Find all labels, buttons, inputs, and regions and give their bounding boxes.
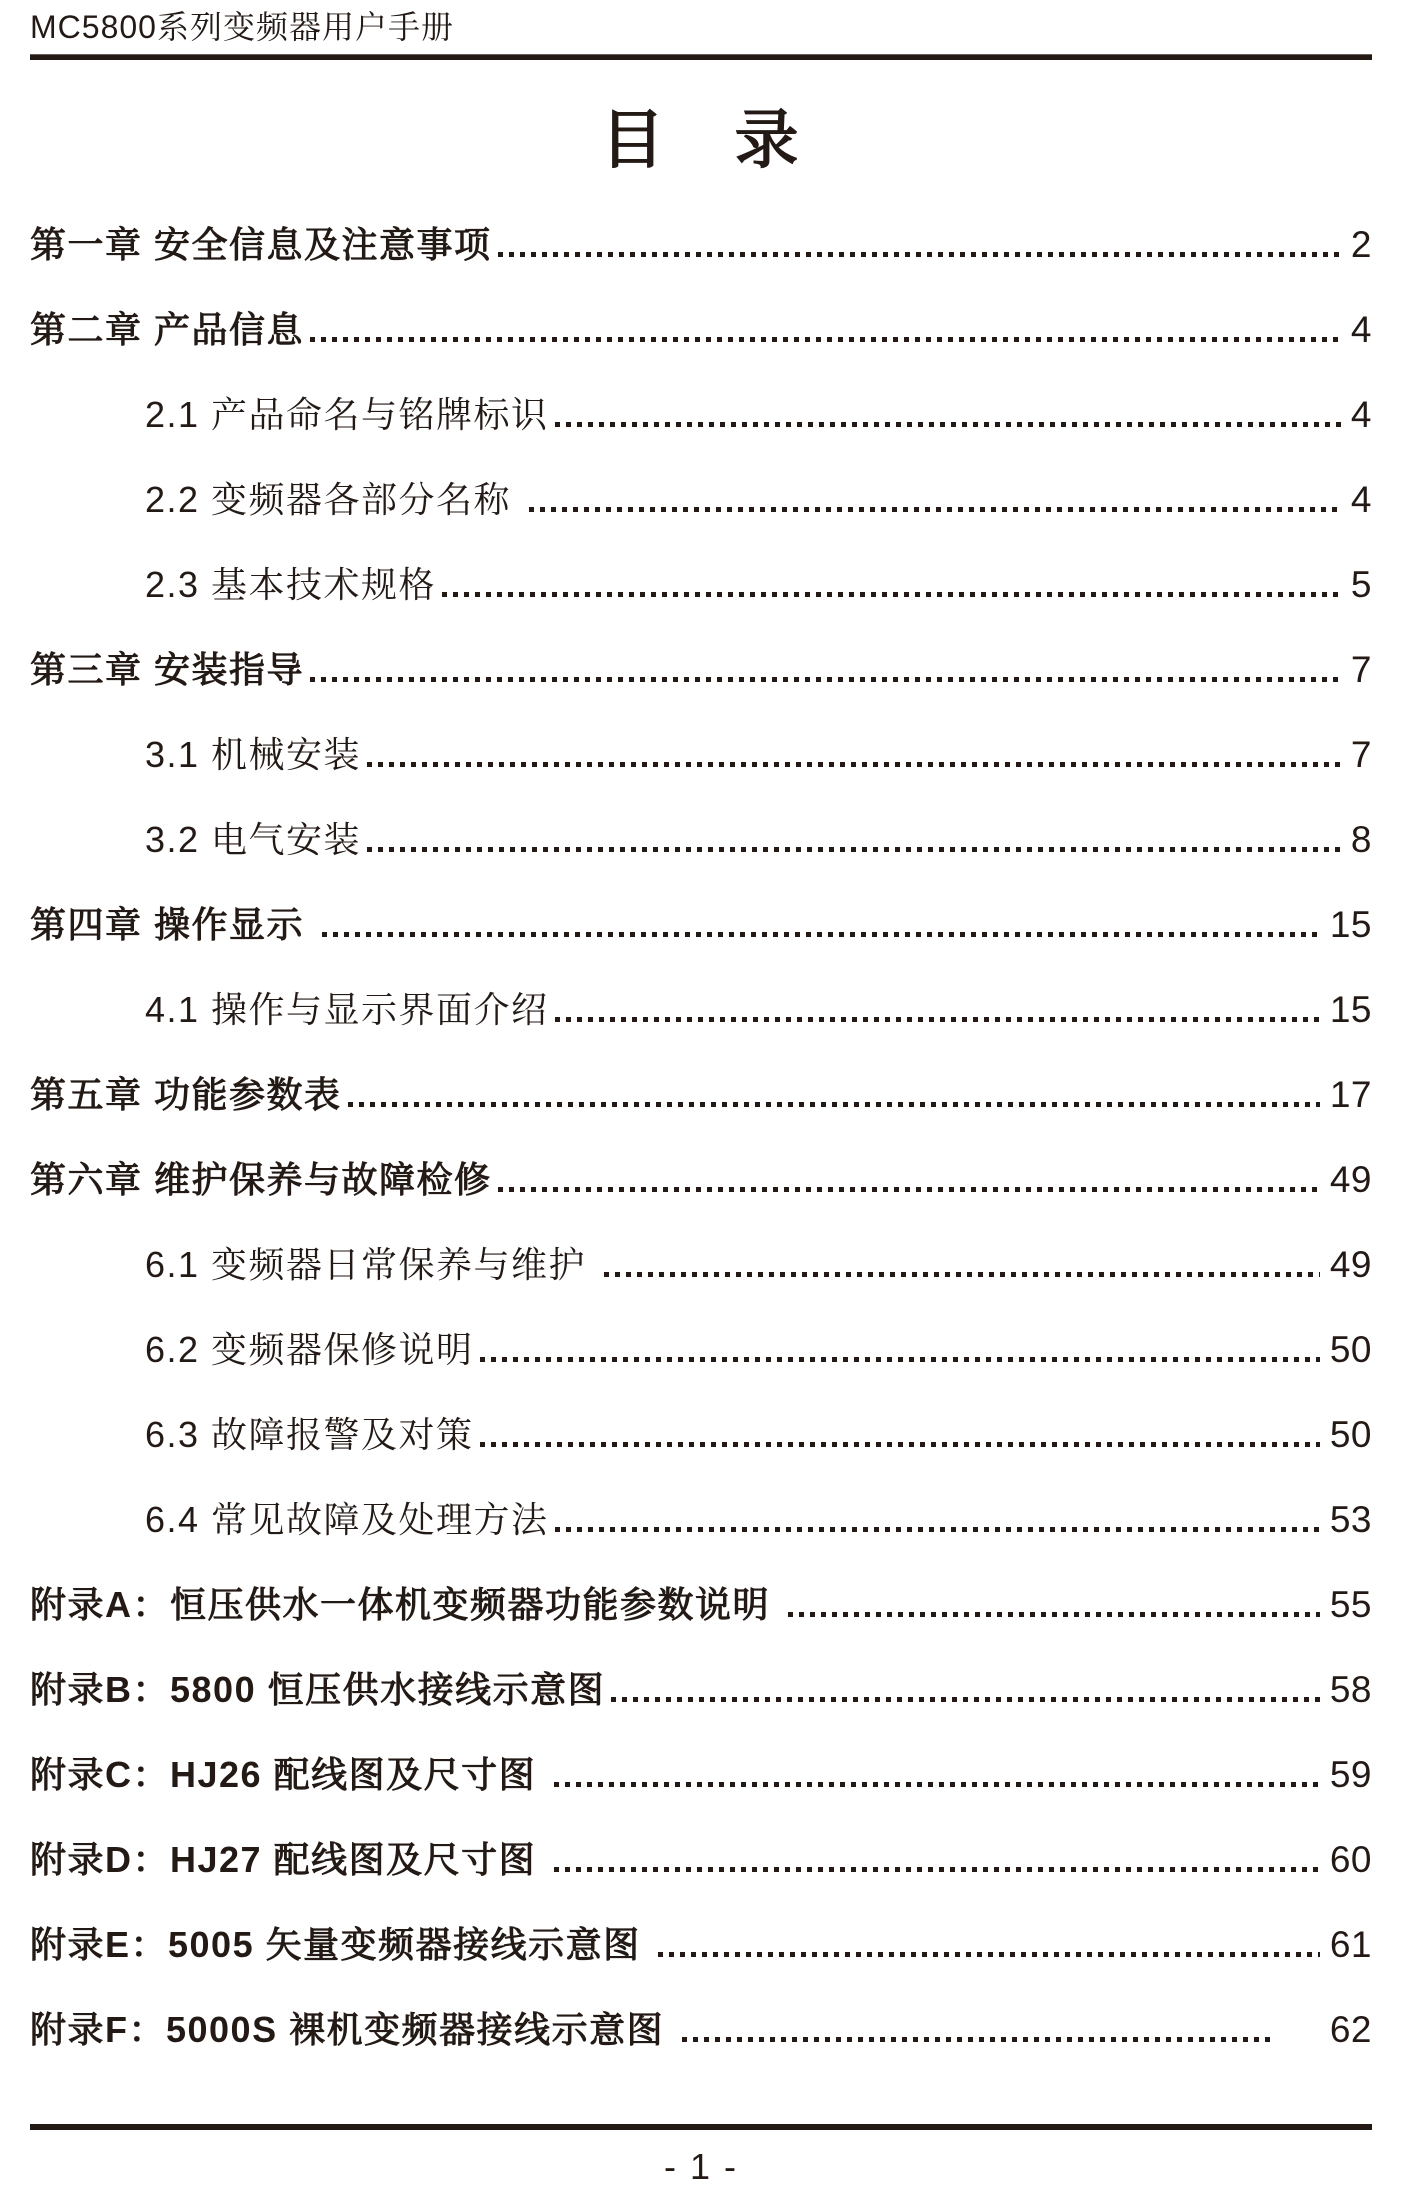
toc-entry-page: 55 — [1329, 1584, 1372, 1625]
toc-entry-label: 附录D：HJ27 配线图及尺寸图 — [30, 1839, 548, 1880]
toc-entry-label: 2.3 基本技术规格 — [145, 564, 437, 605]
toc-entry — [30, 797, 1372, 882]
toc-entry — [30, 542, 1372, 627]
toc-entry — [30, 967, 1372, 1052]
dot-leader — [529, 507, 1341, 512]
dot-leader — [367, 847, 1341, 852]
toc-entry-label: 附录C：HJ26 配线图及尺寸图 — [30, 1754, 548, 1795]
toc-entry — [30, 627, 1372, 712]
toc-entry — [30, 457, 1372, 542]
page-title: 目 录 — [600, 104, 802, 176]
toc-entry-page: 8 — [1350, 819, 1372, 860]
header-rule — [30, 54, 1372, 60]
toc-entry-page: 62 — [1329, 2009, 1372, 2050]
toc-entry-page: 5 — [1350, 564, 1372, 605]
toc-entry-label: 第二章 产品信息 — [30, 309, 305, 350]
toc-entry-page: 53 — [1329, 1499, 1372, 1540]
toc-entry-page: 15 — [1329, 904, 1372, 945]
toc-entry-page: 17 — [1329, 1074, 1372, 1115]
toc-entry — [30, 712, 1372, 797]
toc-entry-label: 6.2 变频器保修说明 — [145, 1329, 474, 1370]
toc-entry-page: 49 — [1329, 1159, 1372, 1200]
dot-leader — [322, 932, 1320, 937]
dot-leader — [498, 1187, 1320, 1192]
dot-leader — [480, 1357, 1320, 1362]
dot-leader — [682, 2037, 1272, 2042]
toc-entry — [30, 1307, 1372, 1392]
dot-leader — [554, 1782, 1320, 1787]
toc-entry-label: 第一章 安全信息及注意事项 — [30, 224, 492, 265]
toc-entry — [30, 1392, 1372, 1477]
dot-leader — [554, 1867, 1320, 1872]
toc-entry-page: 61 — [1329, 1924, 1372, 1965]
toc-entry — [30, 1052, 1372, 1137]
toc-entry-label: 4.1 操作与显示界面介绍 — [145, 989, 549, 1030]
dot-leader — [788, 1612, 1320, 1617]
toc-entry-label: 2.2 变频器各部分名称 — [145, 479, 523, 520]
dot-leader — [555, 422, 1341, 427]
toc-entry-label: 6.1 变频器日常保养与维护 — [145, 1244, 598, 1285]
toc-entry-label: 2.1 产品命名与铭牌标识 — [145, 394, 549, 435]
toc-entry — [30, 1477, 1372, 1562]
toc-list — [30, 202, 1372, 2072]
toc-entry-page: 50 — [1329, 1414, 1372, 1455]
toc-entry — [30, 287, 1372, 372]
toc-entry-label: 附录F：5000S 裸机变频器接线示意图 — [30, 2009, 676, 2050]
toc-entry — [30, 1817, 1372, 1902]
dot-leader — [310, 337, 1341, 342]
toc-entry-page: 4 — [1350, 479, 1372, 520]
toc-entry-label: 3.2 电气安装 — [145, 819, 362, 860]
toc-entry-page: 50 — [1329, 1329, 1372, 1370]
toc-entry — [30, 1222, 1372, 1307]
dot-leader — [480, 1442, 1320, 1447]
dot-leader — [555, 1527, 1320, 1532]
toc-entry-page: 59 — [1329, 1754, 1372, 1795]
toc-entry-label: 第四章 操作显示 — [30, 904, 316, 945]
toc-entry — [30, 1732, 1372, 1817]
toc-entry-label: 6.3 故障报警及对策 — [145, 1414, 474, 1455]
toc-entry — [30, 202, 1372, 287]
toc-entry-page: 7 — [1350, 649, 1372, 690]
toc-entry — [30, 1987, 1372, 2072]
toc-entry — [30, 372, 1372, 457]
dot-leader — [310, 677, 1341, 682]
toc-entry-page: 49 — [1329, 1244, 1372, 1285]
toc-entry-page: 58 — [1329, 1669, 1372, 1710]
dot-leader — [367, 762, 1341, 767]
toc-entry — [30, 1137, 1372, 1222]
toc-entry — [30, 882, 1372, 967]
toc-entry-label: 6.4 常见故障及处理方法 — [145, 1499, 549, 1540]
toc-entry-page: 4 — [1350, 309, 1372, 350]
toc-entry-page: 15 — [1329, 989, 1372, 1030]
dot-leader — [498, 252, 1341, 257]
toc-entry-page: 7 — [1350, 734, 1372, 775]
footer-rule — [30, 2124, 1372, 2130]
toc-entry — [30, 1902, 1372, 1987]
dot-leader — [658, 1952, 1320, 1957]
toc-entry-label: 附录E：5005 矢量变频器接线示意图 — [30, 1924, 653, 1965]
toc-entry-label: 第五章 功能参数表 — [30, 1074, 342, 1115]
toc-entry — [30, 1647, 1372, 1732]
header-title: MC5800系列变频器用户手册 — [30, 9, 454, 45]
page-header — [30, 0, 1372, 60]
dot-leader — [604, 1272, 1320, 1277]
toc-entry-label: 第三章 安装指导 — [30, 649, 305, 690]
toc-entry-page: 60 — [1329, 1839, 1372, 1880]
dot-leader — [555, 1017, 1320, 1022]
dot-leader — [442, 592, 1341, 597]
toc-entry-label: 附录A：恒压供水一体机变频器功能参数说明 — [30, 1584, 782, 1625]
toc-entry-label: 附录B：5800 恒压供水接线示意图 — [30, 1669, 606, 1710]
toc-entry-page: 4 — [1350, 394, 1372, 435]
toc-entry-page: 2 — [1350, 224, 1372, 265]
page-number: - 1 - — [663, 2146, 738, 2185]
dot-leader — [348, 1102, 1320, 1107]
toc-entry — [30, 1562, 1372, 1647]
toc-entry-label: 3.1 机械安装 — [145, 734, 362, 775]
toc-entry-label: 第六章 维护保养与故障检修 — [30, 1159, 492, 1200]
dot-leader — [611, 1697, 1320, 1702]
